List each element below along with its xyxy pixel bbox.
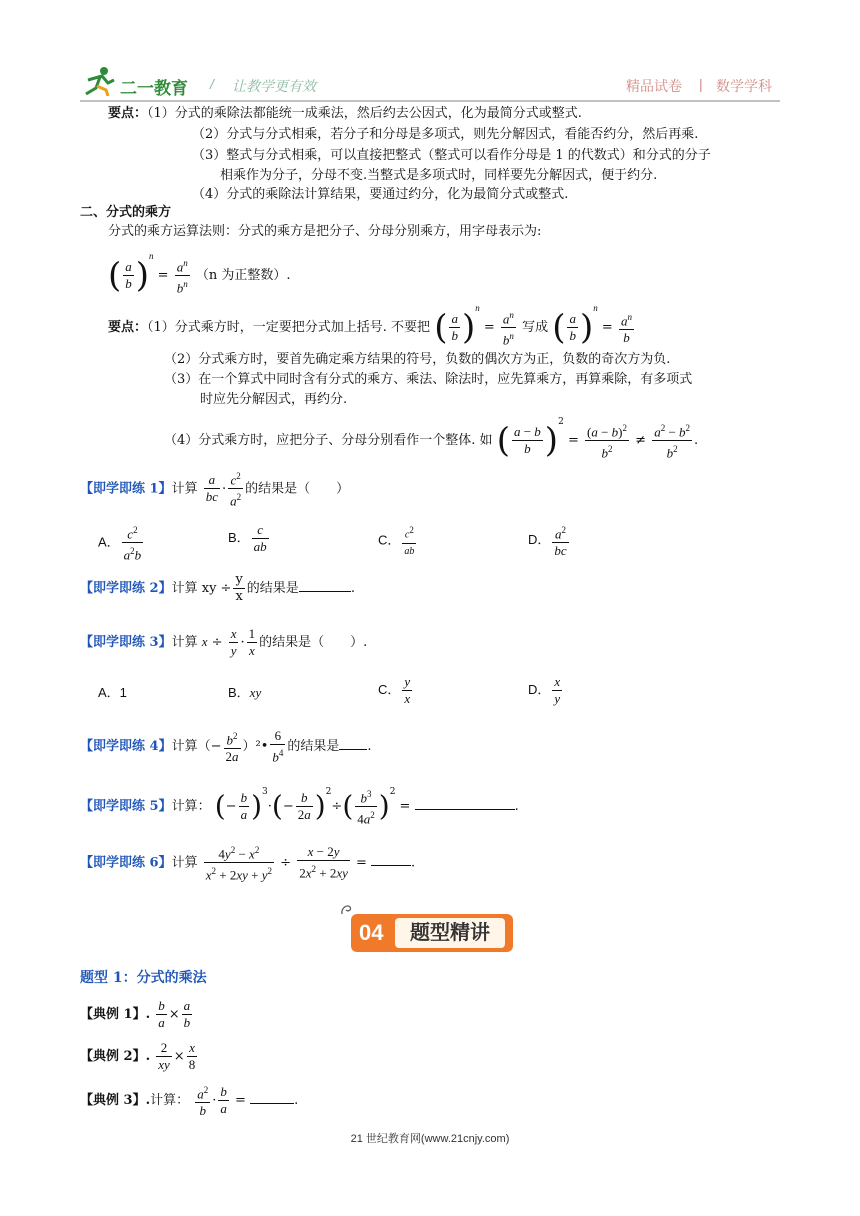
section-badge xyxy=(351,914,513,952)
power-keypoint-3a: （3）在一个算式中同时含有分式的乘方、乘法、除法时，应先算乘方，再算乘除，有多项式 xyxy=(164,372,693,387)
header-rule xyxy=(80,100,780,102)
section-heading-power: 二、分式的乘方 xyxy=(80,205,172,220)
exercise-1-option-a[interactable]: A． $\frac{c^2}{a^2b}$ xyxy=(98,522,145,564)
power-keypoint-4: （4）分式乘方时，应把分子、分母分别看作一个整体. 如 ( $\frac{a - b}{b}$ )$^2$ = $\frac{(a - b)^2}{b^2}$ ≠ $\frac{a^2 - b^2}{b^2}$ . xyxy=(164,417,699,461)
power-rule-text: 分式的乘方运算法则：分式的乘方是把分子、分母分别乘方，用字母表示为: xyxy=(108,224,542,239)
topic-title: 题型 1：分式的乘法 xyxy=(80,970,207,986)
exercise-6-answer-blank[interactable] xyxy=(371,851,411,866)
section-badge-label: 题型精讲 xyxy=(395,918,505,948)
logo-text: 二一教育 xyxy=(120,79,188,98)
keypoint-3b: 相乘作为分子，分母不变.当整式是多项式时，同样要先分解因式，便于约分. xyxy=(220,168,658,183)
power-keypoint-1: 要点：（1）分式乘方时，一定要把分式加上括号. 不要把 ( $\frac{a}{b}$ )$^n$ = $\frac{a^n}{b^n}$ 写成 ( $\frac{a}{b}$ )$^n$ = $\frac{a^n}{b}$ xyxy=(108,303,632,348)
exercise-3-option-b[interactable]: B．xy xyxy=(228,685,262,700)
exercise-6: 【即学即练 6】计算 $\frac{4y^2 - x^2}{x^2 + 2xy + y^2}$ ÷ $\frac{x - 2y}{2x^2 + 2xy}$ = . xyxy=(80,842,415,884)
exercise-2: 【即学即练 2】计算 xy ÷ $\frac{y}{x}$ 的结果是 . xyxy=(80,572,355,604)
exercise-1-option-b[interactable]: B． $\frac{c}{ab}$ xyxy=(228,522,267,554)
exercise-3-option-d[interactable]: D． $\frac{x}{y}$ xyxy=(528,674,561,706)
header-tag-exam: 精品试卷 xyxy=(626,78,682,94)
example-3-answer-blank[interactable] xyxy=(250,1089,294,1104)
power-keypoint-3b: 时应先分解因式，再约分. xyxy=(200,392,348,407)
header-tag-subject: 数学学科 xyxy=(716,78,772,94)
exercise-5-tag: 【即学即练 5】 xyxy=(80,799,172,814)
exercise-1-option-d[interactable]: D． $\frac{a^2}{bc}$ xyxy=(528,522,571,559)
example-1: 【典例 1】. $\frac{b}{a}$ × $\frac{a}{b}$ xyxy=(80,998,191,1030)
keypoint-4: （4）分式的乘除法计算结果，要通过约分，化为最简分式或整式. xyxy=(192,187,569,202)
power-rule-formula: ( $\frac{a}{b}$ )$^n$ = $\frac{a^n}{b^n}$ （n 为正整数）. xyxy=(108,251,291,296)
example-2: 【典例 2】. $\frac{2}{xy}$ × $\frac{x}{8}$ xyxy=(80,1040,196,1072)
exercise-5-answer-blank[interactable] xyxy=(415,795,515,810)
footer: 21 世纪教育网(www.21cnjy.com) xyxy=(350,1133,510,1145)
header xyxy=(80,66,780,100)
exercise-1: 【即学即练 1】计算 $\frac{a}{bc}$ · $\frac{c^2}{a^2}$ 的结果是（ ） xyxy=(80,468,349,510)
keypoints-1 xyxy=(108,104,582,124)
keypoints-label: 要点： xyxy=(108,106,148,121)
runner-logo-icon xyxy=(80,66,118,96)
exercise-4-tag: 【即学即练 4】 xyxy=(80,739,172,755)
exercise-1-tag: 【即学即练 1】 xyxy=(80,481,172,497)
exercise-3-tag: 【即学即练 3】 xyxy=(80,635,172,650)
exercise-4: 【即学即练 4】计算（− $\frac{b^2}{2a}$ ）²• $\frac{6}{b^4}$ 的结果是 . xyxy=(80,728,372,765)
exercise-2-answer-blank[interactable] xyxy=(299,577,351,592)
section-badge-number: 04 xyxy=(359,920,384,945)
exercise-5: 【即学即练 5】计算： (− $\frac{b}{a}$ )$^3$·(− $\frac{b}{2a}$ )$^2$÷( $\frac{b^3}{4a^2}$ )$^2$ = . xyxy=(80,787,519,827)
exercise-3-option-a[interactable]: A．1 xyxy=(98,685,127,700)
keypoint-3a: （3）整式与分式相乘，可以直接把整式（整式可以看作分母是 1 的代数式）和分式的分子 xyxy=(192,148,711,163)
exercise-2-tag: 【即学即练 2】 xyxy=(80,581,172,596)
keypoint-2: （2）分式与分式相乘，若分子和分母是多项式，则先分解因式，看能否约分，然后再乘. xyxy=(192,127,699,142)
keypoint-1: （1）分式的乘除法都能统一成乘法，然后约去公因式，化为最简分式或整式. xyxy=(147,106,582,121)
slogan-separator: / xyxy=(210,76,214,92)
exercise-6-tag: 【即学即练 6】 xyxy=(80,855,172,871)
exercise-1-option-c[interactable]: C． $\frac{c2}{ab}$ xyxy=(378,522,418,560)
header-separator: | xyxy=(699,76,703,92)
exercise-3-option-c[interactable]: C． $\frac{y}{x}$ xyxy=(378,674,411,706)
slogan: 让教学更有效 xyxy=(232,78,316,94)
exercise-4-answer-blank[interactable] xyxy=(339,735,367,750)
example-3: 【典例 3】.计算： $\frac{a^2}{b}$ · $\frac{b}{a}$ = . xyxy=(80,1082,298,1119)
power-keypoint-2: （2）分式乘方时，要首先确定乘方结果的符号，负数的偶次方为正，负数的奇次方为负. xyxy=(164,352,671,367)
power-rule-note: （n 为正整数）. xyxy=(195,268,291,283)
exercise-3: 【即学即练 3】计算 x ÷ $\frac{x}{y}$ · $\frac{1}{x}$ 的结果是（ ）. xyxy=(80,626,368,658)
